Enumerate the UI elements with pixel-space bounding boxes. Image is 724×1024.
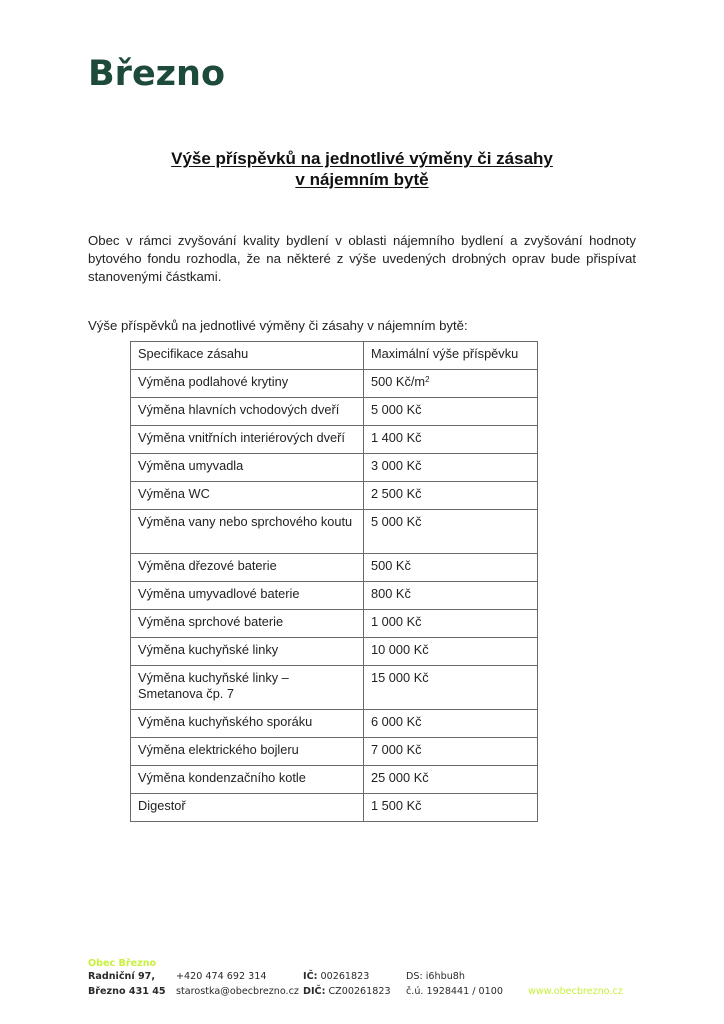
amount-cell: 2 500 Kč — [364, 482, 538, 510]
footer-bank-account: č.ú. 1928441 / 0100 — [406, 986, 503, 997]
dic-value: CZ00261823 — [325, 986, 391, 997]
table-row — [131, 398, 538, 426]
table-row — [131, 794, 538, 822]
column-header-specification: Specifikace zásahu — [131, 342, 364, 370]
footer-org-name: Obec Březno — [88, 958, 157, 969]
title-line-1: Výše příspěvků na jednotlivé výměny či zásahy — [171, 149, 553, 168]
column-header-max-amount: Maximální výše příspěvku — [364, 342, 538, 370]
amount-cell: 25 000 Kč — [364, 766, 538, 794]
table-row — [131, 638, 538, 666]
table-row — [131, 766, 538, 794]
item-cell: Výměna umyvadla — [131, 454, 364, 482]
amount-cell: 500 Kč — [364, 554, 538, 582]
amount-cell: 800 Kč — [364, 582, 538, 610]
amount-cell: 15 000 Kč — [364, 666, 538, 710]
amount-cell: 6 000 Kč — [364, 710, 538, 738]
table-row — [131, 554, 538, 582]
item-cell: Výměna kuchyňské linky — [131, 638, 364, 666]
title-line-2: v nájemním bytě — [295, 170, 429, 189]
item-cell: Výměna dřezové baterie — [131, 554, 364, 582]
amount-cell: 5 000 Kč — [364, 398, 538, 426]
amount-cell: 10 000 Kč — [364, 638, 538, 666]
table-row — [131, 666, 538, 710]
table-row — [131, 582, 538, 610]
item-cell: Výměna podlahové krytiny — [131, 370, 364, 398]
item-cell: Výměna elektrického bojleru — [131, 738, 364, 766]
page-title — [0, 148, 724, 190]
footer-ic — [303, 971, 369, 982]
table-row — [131, 738, 538, 766]
item-cell: Výměna vnitřních interiérových dveří — [131, 426, 364, 454]
table-row — [131, 610, 538, 638]
footer-dic — [303, 986, 391, 997]
table-row — [131, 710, 538, 738]
ic-value: 00261823 — [317, 971, 370, 982]
page-footer — [88, 958, 636, 1008]
footer-data-box: DS: i6hbu8h — [406, 971, 465, 982]
table-row — [131, 510, 538, 554]
unit-exponent: 2 — [425, 375, 430, 384]
footer-phone: +420 474 692 314 — [176, 971, 267, 982]
item-cell: Výměna kuchyňské linky – Smetanova čp. 7 — [131, 666, 364, 710]
item-cell: Výměna umyvadlové baterie — [131, 582, 364, 610]
amount-cell: 1 400 Kč — [364, 426, 538, 454]
item-cell: Výměna hlavních vchodových dveří — [131, 398, 364, 426]
table-row — [131, 426, 538, 454]
amount-cell — [364, 370, 538, 398]
item-cell: Výměna vany nebo sprchového koutu — [131, 510, 364, 554]
item-cell: Výměna sprchové baterie — [131, 610, 364, 638]
amount-value: 500 Kč/m — [371, 374, 426, 389]
amount-cell: 1 000 Kč — [364, 610, 538, 638]
intro-paragraph: Obec v rámci zvyšování kvality bydlení v oblasti nájemního bydlení a zvyšování hodnoty bytového fondu rozhodla, že na některé z výše uvedených drobných oprav bude přispívat stanovenými částkami. — [88, 233, 636, 284]
footer-address-city: Březno 431 45 — [88, 986, 166, 997]
amount-cell: 1 500 Kč — [364, 794, 538, 822]
amount-cell: 3 000 Kč — [364, 454, 538, 482]
item-cell: Digestoř — [131, 794, 364, 822]
footer-address-street: Radniční 97, — [88, 971, 155, 982]
footer-email-link[interactable]: starostka@obecbrezno.cz — [176, 986, 299, 997]
item-cell: Výměna kondenzačního kotle — [131, 766, 364, 794]
table-row — [131, 370, 538, 398]
item-cell: Výměna WC — [131, 482, 364, 510]
contribution-table — [130, 341, 538, 822]
amount-cell: 7 000 Kč — [364, 738, 538, 766]
ic-label: IČ: — [303, 971, 318, 982]
table-row — [131, 454, 538, 482]
dic-label: DIČ: — [303, 986, 326, 997]
table-row — [131, 482, 538, 510]
table-header-row — [131, 342, 538, 370]
amount-cell: 5 000 Kč — [364, 510, 538, 554]
brezno-logo: Březno — [88, 54, 226, 94]
table-lead-text: Výše příspěvků na jednotlivé výměny či zásahy v nájemním bytě: — [88, 318, 468, 333]
item-cell: Výměna kuchyňského sporáku — [131, 710, 364, 738]
footer-website-link[interactable]: www.obecbrezno.cz — [528, 986, 623, 997]
